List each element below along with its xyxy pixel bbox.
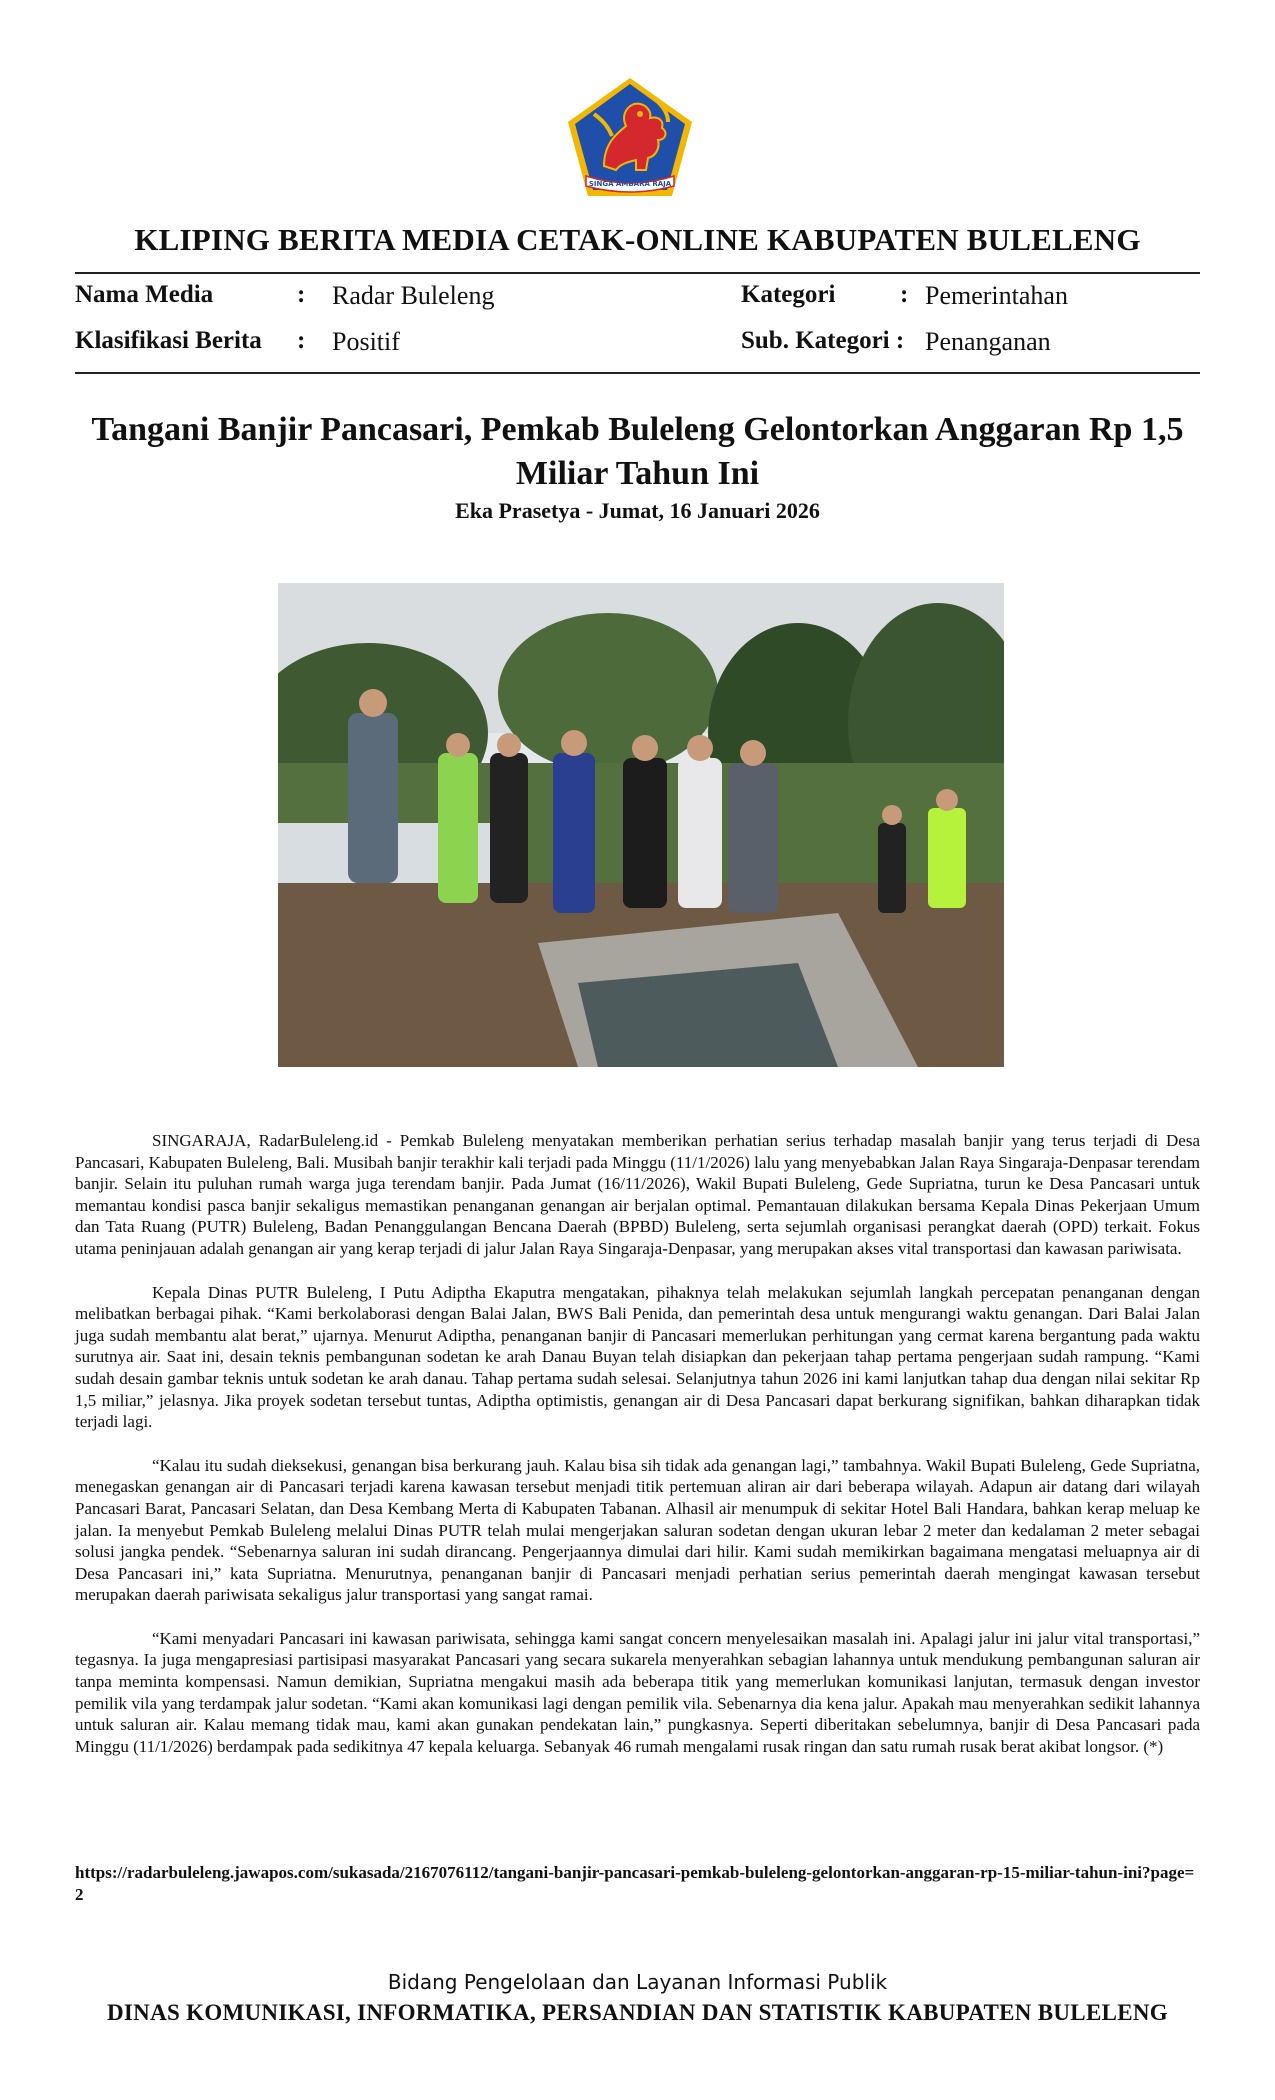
article-body	[75, 1130, 1200, 1779]
article-paragraph: “Kalau itu sudah dieksekusi, genangan bisa berkurang jauh. Kalau bisa sih tidak ada genangan lagi,” tambahnya. Wakil Bupati Buleleng, Gede Supriatna, menegaskan genangan air di Pancasari terjadi karena kawasan tersebut menjadi titik pertemuan aliran air dari beberapa wilayah. Adapun air datang dari wilayah Pancasari Barat, Pancasari Selatan, dan Desa Kembang Merta di Kabupaten Tabanan. Alhasil air menumpuk di sekitar Hotel Bali Handara, bahkan kerap meluap ke jalan. Ia menyebut Pemkab Buleleng melalui Dinas PUTR telah mulai mengerjakan saluran sodetan dengan ukuran lebar 2 meter dan kedalaman 2 meter sebagai solusi jangka pendek. “Sebenarnya saluran ini sudah dirancang. Pengerjaannya dimulai dari hilir. Kami sudah memikirkan bagaimana mengatasi meluapnya air di Desa Pancasari ini,” kata Supriatna. Menurutnya, penanganan banjir di Pancasari menjadi perhatian serius pemerintah daerah mengingat kawasan tersebut merupakan daerah pariwisata sekaligus jalur transportasi yang sangat ramai.	[75, 1455, 1200, 1605]
emblem-motto: SINGA AMBARA RAJA	[588, 180, 672, 188]
divider-bottom	[75, 372, 1200, 374]
article-paragraph: “Kami menyadari Pancasari ini kawasan pariwisata, sehingga kami sangat concern menyelesaikan masalah ini. Apalagi jalur ini jalur vital transportasi,” tegasnya. Ia juga mengapresiasi partisipasi masyarakat Pancasari yang secara sukarela menyerahkan sebagian lahannya untuk mendukung pembangunan saluran air tanpa meminta kompensasi. Namun demikian, Supriatna mengakui masih ada beberapa titik yang memerlukan komunikasi lanjutan, termasuk dengan investor pemilik vila yang terdampak jalur sodetan. “Kami akan komunikasi lagi dengan pemilik vila. Sebenarnya dia kena jalur. Apakah mau menyerahkan sedikit lahannya untuk saluran air. Kalau memang tidak mau, kami akan gunakan pendekatan lain,” pungkasnya. Seperti diberitakan sebelumnya, banjir di Desa Pancasari pada Minggu (11/1/2026) berdampak pada sedikitnya 47 kepala keluarga. Sebanyak 46 rumah mengalami rusak ringan dan satu rumah rusak berat akibat longsor. (*)	[75, 1628, 1200, 1756]
classification-colon: :	[297, 327, 306, 354]
source-url-link[interactable]: https://radarbuleleng.jawapos.com/sukasada/2167076112/tangani-banjir-pancasari-pemkab-buleleng-gelontorkan-anggaran-rp-15-miliar-tahun-ini?page=2	[75, 1863, 1195, 1904]
media-label: Nama Media	[75, 281, 214, 308]
subcategory-label: Sub. Kategori :	[741, 327, 905, 354]
media-colon: :	[297, 281, 306, 308]
footer-department: Bidang Pengelolaan dan Layanan Informasi Publik	[387, 1970, 888, 1994]
article-byline: Eka Prasetya - Jumat, 16 Januari 2026	[455, 498, 820, 523]
buleleng-emblem-logo	[564, 74, 696, 200]
divider-top	[75, 272, 1200, 274]
footer-office: DINAS KOMUNIKASI, INFORMATIKA, PERSANDIAN DAN STATISTIK KABUPATEN BULELENG	[107, 2000, 1168, 2025]
classification-value: Positif	[332, 327, 400, 356]
article-photo	[278, 583, 1004, 1067]
subcategory-value: Penanganan	[925, 327, 1051, 356]
article-paragraph: SINGARAJA, RadarBuleleng.id - Pemkab Buleleng menyatakan memberikan perhatian serius terhadap masalah banjir yang terus terjadi di Desa Pancasari, Kabupaten Buleleng, Bali. Musibah banjir terakhir kali terjadi pada Minggu (11/1/2026) lalu yang menyebabkan Jalan Raya Singaraja-Denpasar terendam banjir. Selain itu puluhan rumah warga juga terendam banjir. Pada Jumat (16/11/2026), Wakil Bupati Buleleng, Gede Supriatna, turun ke Desa Pancasari untuk memantau kondisi pasca banjir sekaligus memastikan penanganan genangan air berjalan optimal. Pemantauan dilakukan bersama Kepala Dinas Pekerjaan Umum dan Tata Ruang (PUTR) Buleleng, Badan Penanggulangan Bencana Daerah (BPBD) Buleleng, serta sejumlah organisasi perangkat daerah (OPD) terkait. Fokus utama peninjauan adalah genangan air yang kerap terjadi di jalur Jalan Raya Singaraja-Denpasar, yang merupakan akses vital transportasi dan kawasan pariwisata.	[75, 1131, 1200, 1258]
article-headline: Tangani Banjir Pancasari, Pemkab Buleleng Gelontorkan Anggaran Rp 1,5 Miliar Tahun Ini	[91, 411, 1184, 492]
category-colon: :	[900, 281, 909, 308]
category-label: Kategori	[741, 281, 836, 308]
article-paragraph: Kepala Dinas PUTR Buleleng, I Putu Adiptha Ekaputra mengatakan, pihaknya telah melakukan sejumlah langkah percepatan penanganan dengan melibatkan berbagai pihak. “Kami berkolaborasi dengan Balai Jalan, BWS Bali Penida, dan pemerintah desa untuk mengurangi waktu genangan. Dari Balai Jalan juga sudah membantu alat berat,” ujarnya. Menurut Adiptha, penanganan banjir di Pancasari memerlukan perhitungan yang cermat karena bergantung pada waktu surutnya air. Saat ini, desain teknis pembangunan sodetan ke arah Danau Buyan telah disiapkan dan pekerjaan tahap pertama pengerjaan sudah rampung. “Kami sudah desain gambar teknis untuk sodetan ke arah danau. Tahap pertama sudah selesai. Selanjutnya tahun 2026 ini kami lanjutkan tahap dua dengan nilai sekitar Rp 1,5 miliar,” jelasnya. Jika proyek sodetan tersebut tuntas, Adiptha optimistis, genangan air di Desa Pancasari dapat berkurang signifikan, bahkan diharapkan tidak terjadi lagi.	[75, 1282, 1200, 1432]
metadata-table	[75, 277, 1200, 372]
category-value: Pemerintahan	[925, 281, 1068, 310]
document-title: KLIPING BERITA MEDIA CETAK-ONLINE KABUPATEN BULELENG	[134, 222, 1141, 257]
classification-label: Klasifikasi Berita	[75, 327, 262, 354]
media-value: Radar Buleleng	[332, 281, 495, 310]
